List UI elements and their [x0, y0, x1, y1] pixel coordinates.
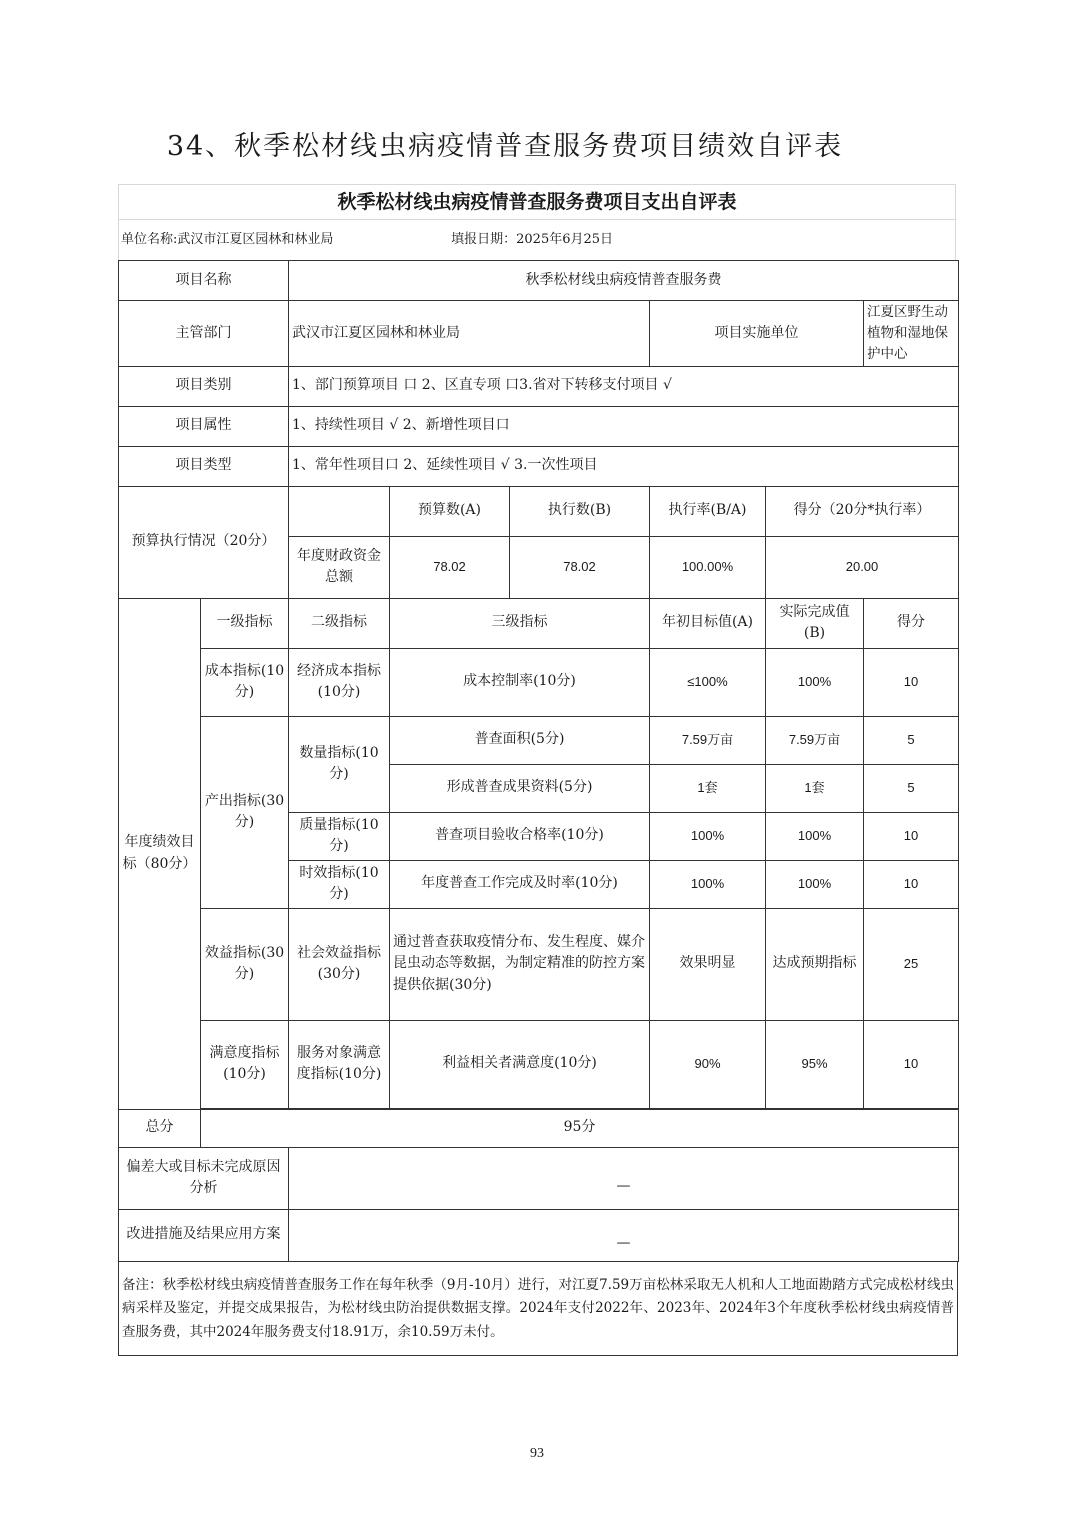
quality-score: 10: [864, 812, 959, 860]
total-value: 95分: [201, 1109, 959, 1147]
time-l2: 时效指标(10分): [289, 860, 390, 908]
evaluation-table: [118, 260, 959, 1262]
improve-value: —: [289, 1209, 959, 1261]
cost-l3: 成本控制率(10分): [390, 648, 650, 716]
cost-target: ≤100%: [650, 648, 766, 716]
row-improve: [119, 1209, 959, 1261]
qty2-l3: 形成普查成果资料(5分): [390, 764, 650, 812]
deviation-label: 偏差大或目标未完成原因分析: [119, 1147, 289, 1209]
budget-col-score: 得分（20分*执行率）: [766, 486, 959, 536]
satisfaction-target: 90%: [650, 1020, 766, 1108]
page-title: 34、秋季松材线虫病疫情普查服务费项目绩效自评表: [166, 131, 844, 162]
qty-l2: 数量指标(10分): [289, 716, 390, 812]
total-label: 总分: [119, 1109, 201, 1147]
satisfaction-actual: 95%: [766, 1020, 864, 1108]
budget-col-a: 预算数(A): [390, 486, 510, 536]
row-total: [119, 1109, 959, 1147]
row-category: [119, 366, 959, 406]
type-value: 1、常年性项目口 2、延续性项目 √ 3.一次性项目: [289, 446, 959, 486]
perf-section-label: 年度绩效目标（80分）: [119, 598, 201, 1109]
satisfaction-l3: 利益相关者满意度(10分): [390, 1020, 650, 1108]
evaluation-sheet: [118, 184, 956, 1356]
sheet-title: 秋季松材线虫病疫情普查服务费项目支出自评表: [118, 184, 956, 219]
col-actual: 实际完成值(B): [766, 598, 864, 648]
row-perf-header: [119, 598, 959, 648]
meta-row: [118, 219, 956, 260]
report-date: 填报日期：2025年6月25日: [451, 232, 614, 247]
col-target: 年初目标值(A): [650, 598, 766, 648]
row-project-name: [119, 261, 959, 301]
improve-label: 改进措施及结果应用方案: [119, 1209, 289, 1261]
dept-label: 主管部门: [119, 301, 289, 367]
satisfaction-l2: 服务对象满意度指标(10分): [289, 1020, 390, 1108]
row-department: [119, 301, 959, 367]
col-l3: 三级指标: [390, 598, 650, 648]
quality-l2: 质量指标(10分): [289, 812, 390, 860]
budget-blank: [289, 486, 390, 536]
attribute-label: 项目属性: [119, 406, 289, 446]
type-label: 项目类型: [119, 446, 289, 486]
project-name-label: 项目名称: [119, 261, 289, 301]
col-l1: 一级指标: [201, 598, 289, 648]
exec-value: 78.02: [510, 536, 650, 598]
cost-l2: 经济成本指标(10分): [289, 648, 390, 716]
col-score: 得分: [864, 598, 959, 648]
budget-label: 预算执行情况（20分）: [119, 486, 289, 598]
qty1-score: 5: [864, 716, 959, 764]
quality-actual: 100%: [766, 812, 864, 860]
qty2-score: 5: [864, 764, 959, 812]
budget-score-value: 20.00: [766, 536, 959, 598]
budget-row-label: 年度财政资金总额: [289, 536, 390, 598]
page-number: 93: [530, 1446, 544, 1461]
satisfaction-score: 10: [864, 1020, 959, 1108]
benefit-l1: 效益指标(30分): [201, 908, 289, 1020]
qty1-l3: 普查面积(5分): [390, 716, 650, 764]
category-value: 1、部门预算项目 口 2、区直专项 口3.省对下转移支付项目 √: [289, 366, 959, 406]
budget-col-rate: 执行率(B/A): [650, 486, 766, 536]
row-deviation: [119, 1147, 959, 1209]
rate-value: 100.00%: [650, 536, 766, 598]
benefit-score: 25: [864, 908, 959, 1020]
cost-score: 10: [864, 648, 959, 716]
impl-unit-label: 项目实施单位: [650, 301, 864, 367]
project-name-value: 秋季松材线虫病疫情普查服务费: [289, 261, 959, 301]
time-actual: 100%: [766, 860, 864, 908]
cost-l1: 成本指标(10分): [201, 648, 289, 716]
benefit-l3: 通过普查获取疫情分布、发生程度、媒介昆虫动态等数据，为制定精准的防控方案提供依据(30分): [390, 908, 650, 1020]
deviation-value: —: [289, 1147, 959, 1209]
qty1-target: 7.59万亩: [650, 716, 766, 764]
benefit-actual: 达成预期指标: [766, 908, 864, 1020]
category-label: 项目类别: [119, 366, 289, 406]
dept-value: 武汉市江夏区园林和林业局: [289, 301, 650, 367]
time-l3: 年度普查工作完成及时率(10分): [390, 860, 650, 908]
impl-unit-value: 江夏区野生动植物和湿地保护中心: [864, 301, 959, 367]
remarks-note: 备注：秋季松材线虫病疫情普查服务工作在每年秋季（9月-10月）进行，对江夏7.59万亩松林采取无人机和人工地面勘踏方式完成松材线虫病采样及鉴定，并提交成果报告，为松材线虫防治提供数据支撑。2024年支付2022年、2023年、2024年3个年度秋季松材线虫病疫情普查服务费，其中2024年服务费支付18.91万，余10.59万未付。: [118, 1262, 958, 1356]
row-attribute: [119, 406, 959, 446]
budget-col-b: 执行数(B): [510, 486, 650, 536]
qty2-target: 1套: [650, 764, 766, 812]
budget-value: 78.02: [390, 536, 510, 598]
time-score: 10: [864, 860, 959, 908]
satisfaction-l1: 满意度指标(10分): [201, 1020, 289, 1108]
output-l1: 产出指标(30分): [201, 716, 289, 908]
cost-actual: 100%: [766, 648, 864, 716]
quality-target: 100%: [650, 812, 766, 860]
qty1-actual: 7.59万亩: [766, 716, 864, 764]
quality-l3: 普查项目验收合格率(10分): [390, 812, 650, 860]
benefit-l2: 社会效益指标(30分): [289, 908, 390, 1020]
time-target: 100%: [650, 860, 766, 908]
attribute-value: 1、持续性项目 √ 2、新增性项目口: [289, 406, 959, 446]
row-benefit: [119, 908, 959, 1020]
row-budget-header: [119, 486, 959, 536]
col-l2: 二级指标: [289, 598, 390, 648]
row-cost: [119, 648, 959, 716]
unit-name: 单位名称:武汉市江夏区园林和林业局: [121, 232, 334, 247]
row-type: [119, 446, 959, 486]
row-qty1: [119, 716, 959, 764]
qty2-actual: 1套: [766, 764, 864, 812]
benefit-target: 效果明显: [650, 908, 766, 1020]
row-satisfaction: [119, 1020, 959, 1108]
